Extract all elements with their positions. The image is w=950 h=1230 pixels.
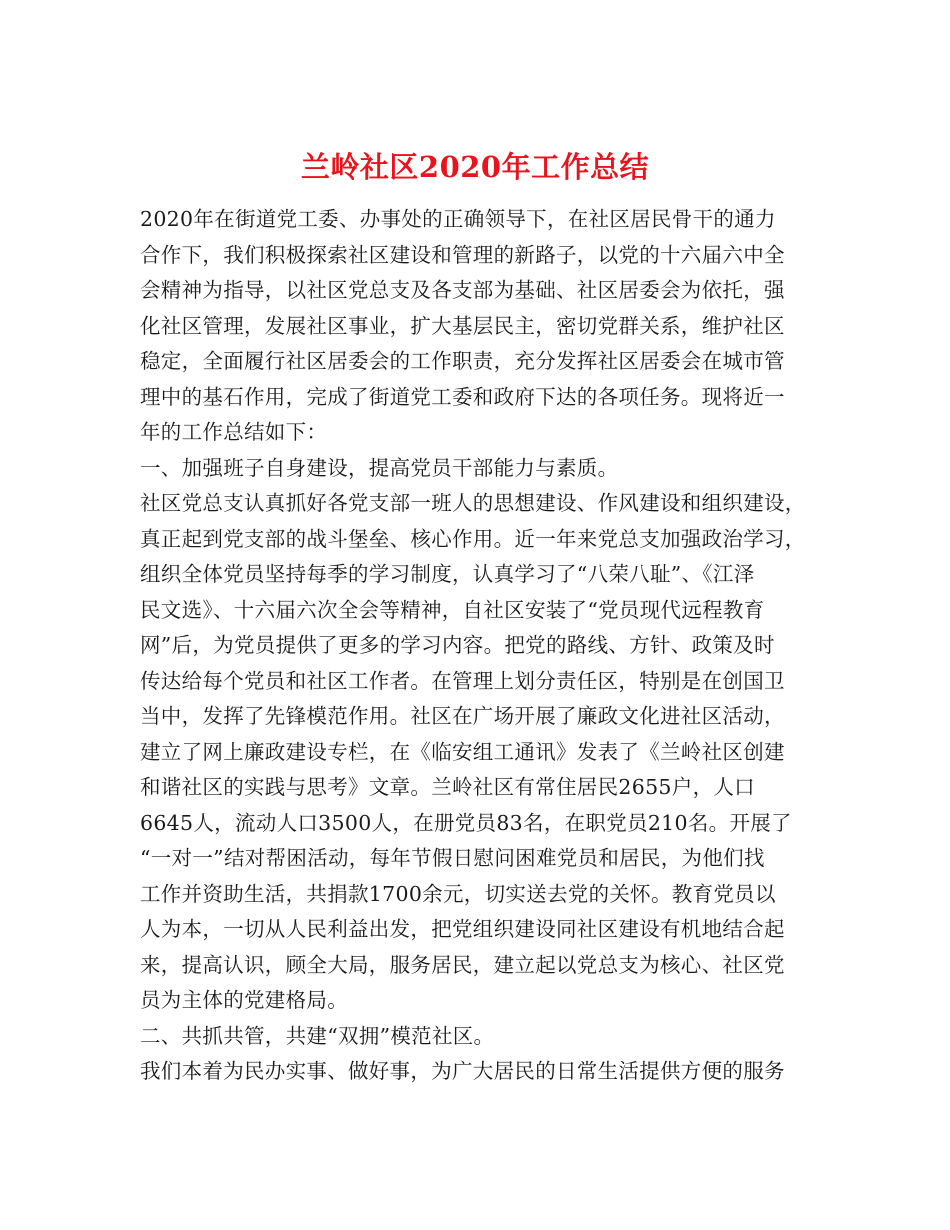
body-line: 化社区管理，发展社区事业，扩大基层民主，密切党群关系，维护社区	[140, 313, 785, 338]
body-line: 网”后，为党员提供了更多的学习内容。把党的路线、方针、政策及时	[140, 633, 775, 657]
body-line: 人为本，一切从人民利益出发，把党组织建设同社区建设有机地结合起	[140, 917, 785, 941]
body-line: 6645人，流动人口3500人，在册党员83名，在职党员210名。开展了	[140, 810, 792, 835]
section-heading-1: 一、加强班子自身建设，提高党员干部能力与素质。	[140, 455, 619, 480]
body-line: 和谐社区的实践与思考》文章。兰岭社区有常住居民2655户，人口	[140, 775, 755, 799]
body-line: “一对一”结对帮困活动，每年节假日慰问困难党员和居民，为他们找	[140, 846, 765, 870]
body-line: 年的工作总结如下：	[140, 420, 328, 444]
body-line: 当中，发挥了先锋模范作用。社区在广场开展了廉政文化进社区活动，	[140, 704, 785, 728]
body-line: 合作下，我们积极探索社区建设和管理的新路子，以党的十六届六中全	[140, 242, 785, 267]
body-line: 来，提高认识，顾全大局，服务居民，建立起以党总支为核心、社区党	[140, 952, 785, 977]
body-line: 2020年在街道党工委、办事处的正确领导下，在社区居民骨干的通力	[140, 207, 776, 231]
body-line: 传达给每个党员和社区工作者。在管理上划分责任区，特别是在创国卫	[140, 668, 785, 693]
body-line: 我们本着为民办实事、做好事，为广大居民的日常生活提供方便的服务	[140, 1059, 785, 1083]
body-line: 工作并资助生活，共捐款1700余元，切实送去党的关怀。教育党员以	[140, 881, 776, 906]
body-line: 理中的基石作用，完成了街道党工委和政府下达的各项任务。现将近一	[140, 384, 785, 409]
body-line: 组织全体党员坚持每季的学习制度，认真学习了“八荣八耻”、《江泽	[140, 562, 755, 586]
body-line: 真正起到党支部的战斗堡垒、核心作用。近一年来党总支加强政治学习，	[140, 526, 806, 551]
body-line: 社区党总支认真抓好各党支部一班人的思想建设、作风建设和组织建设，	[140, 491, 806, 515]
body-line: 建立了网上廉政建设专栏，在《临安组工通讯》发表了《兰岭社区创建	[140, 739, 785, 764]
body-line: 会精神为指导，以社区党总支及各支部为基础、社区居委会为依托，强	[140, 278, 785, 302]
document-body	[140, 202, 812, 1090]
body-line: 员为主体的党建格局。	[140, 988, 348, 1012]
body-line: 稳定，全面履行社区居委会的工作职责，充分发挥社区居委会在城市管	[140, 349, 785, 373]
body-line: 民文选》、十六届六次全会等精神，自社区安装了“党员现代远程教育	[140, 597, 765, 622]
section-heading-2: 二、共抓共管，共建“双拥”模范社区。	[140, 1023, 495, 1048]
document-title: 兰岭社区2020年工作总结	[300, 150, 650, 185]
